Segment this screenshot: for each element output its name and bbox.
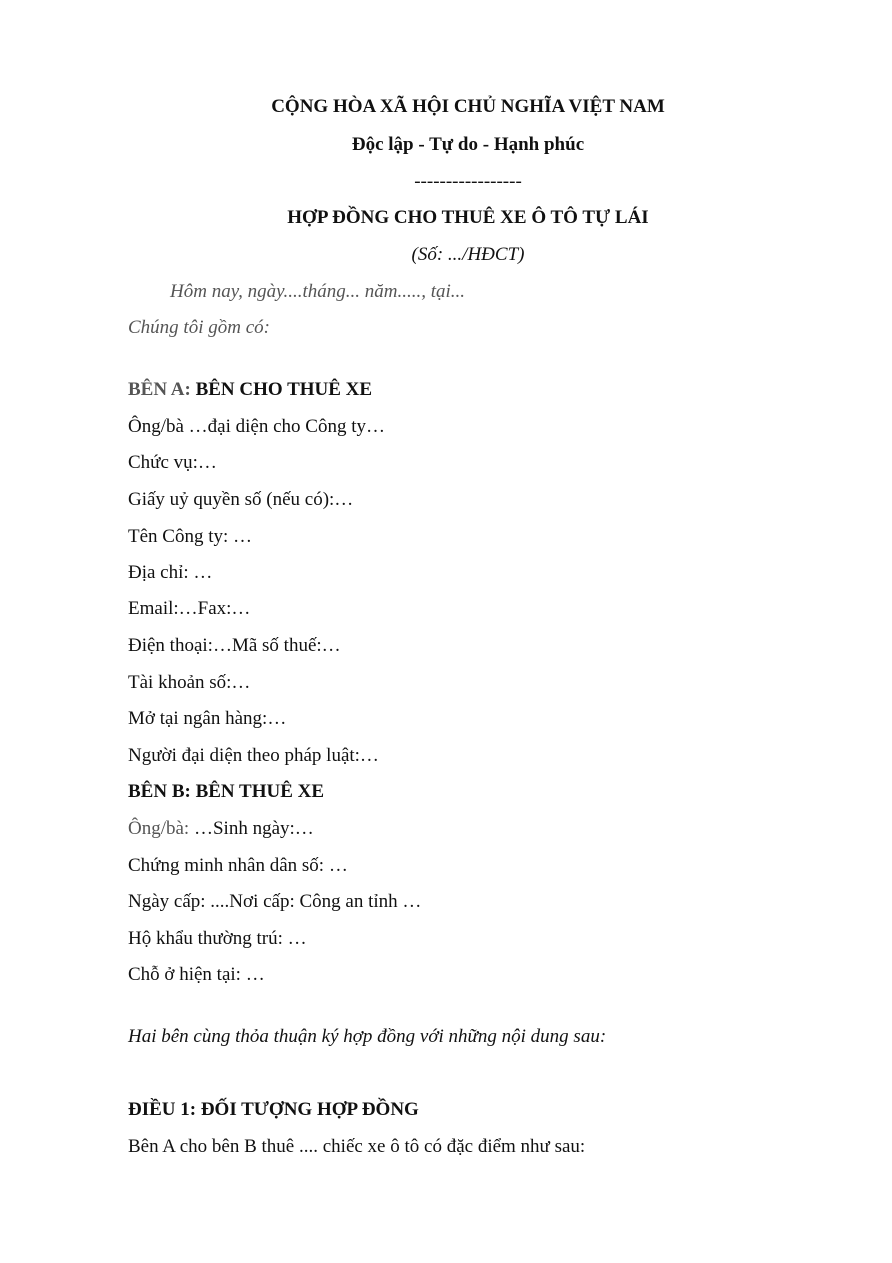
party-a-line: Người đại diện theo pháp luật:… (128, 745, 379, 766)
article-1-heading: ĐIỀU 1: ĐỐI TƯỢNG HỢP ĐỒNG (128, 1099, 419, 1120)
party-b-heading: BÊN B: BÊN THUÊ XE (128, 781, 325, 802)
article-1-text: Bên A cho bên B thuê .... chiếc xe ô tô có đặc điểm như sau: (128, 1136, 586, 1157)
party-b-line: Chỗ ở hiện tại: … (128, 964, 265, 985)
contract-number: (Số: .../HĐCT) (411, 244, 525, 265)
party-a-line: Tên Công ty: … (128, 526, 253, 547)
party-b-line: Ngày cấp: ....Nơi cấp: Công an tỉnh … (128, 891, 422, 912)
motto: Độc lập - Tự do - Hạnh phúc (351, 134, 585, 155)
party-a-line: Giấy uỷ quyền số (nếu có):… (128, 489, 354, 510)
party-a-line: Địa chỉ: … (128, 562, 213, 583)
party-b-name-rest: …Sinh ngày:… (193, 818, 314, 839)
party-b-name-line (128, 817, 314, 841)
contract-title: HỢP ĐỒNG CHO THUÊ XE Ô TÔ TỰ LÁI (287, 207, 649, 228)
date-place-line: Hôm nay, ngày....tháng... năm....., tại... (170, 281, 466, 302)
divider: ----------------- (414, 171, 522, 192)
nation-heading: CỘNG HÒA XÃ HỘI CHỦ NGHĨA VIỆT NAM (271, 96, 665, 117)
party-a-line: Chức vụ:… (128, 452, 217, 473)
party-b-line: Chứng minh nhân dân số: … (128, 855, 348, 876)
party-a-heading (128, 378, 372, 402)
party-a-line: Điện thoại:…Mã số thuế:… (128, 635, 341, 656)
party-a-line: Email:…Fax:… (128, 598, 251, 619)
party-b-line: Hộ khẩu thường trú: … (128, 928, 307, 949)
party-a-line: Mở tại ngân hàng:… (128, 708, 287, 729)
party-b-name-prefix: Ông/bà: (128, 818, 194, 839)
party-a-heading-rest: BÊN CHO THUÊ XE (195, 379, 373, 400)
party-a-heading-prefix: BÊN A: (128, 379, 196, 400)
party-a-line: Tài khoản số:… (128, 672, 251, 693)
agreement-statement: Hai bên cùng thỏa thuận ký hợp đồng với những nội dung sau: (128, 1026, 607, 1047)
party-a-line: Ông/bà …đại diện cho Công ty… (128, 416, 385, 437)
parties-intro: Chúng tôi gồm có: (128, 317, 270, 338)
